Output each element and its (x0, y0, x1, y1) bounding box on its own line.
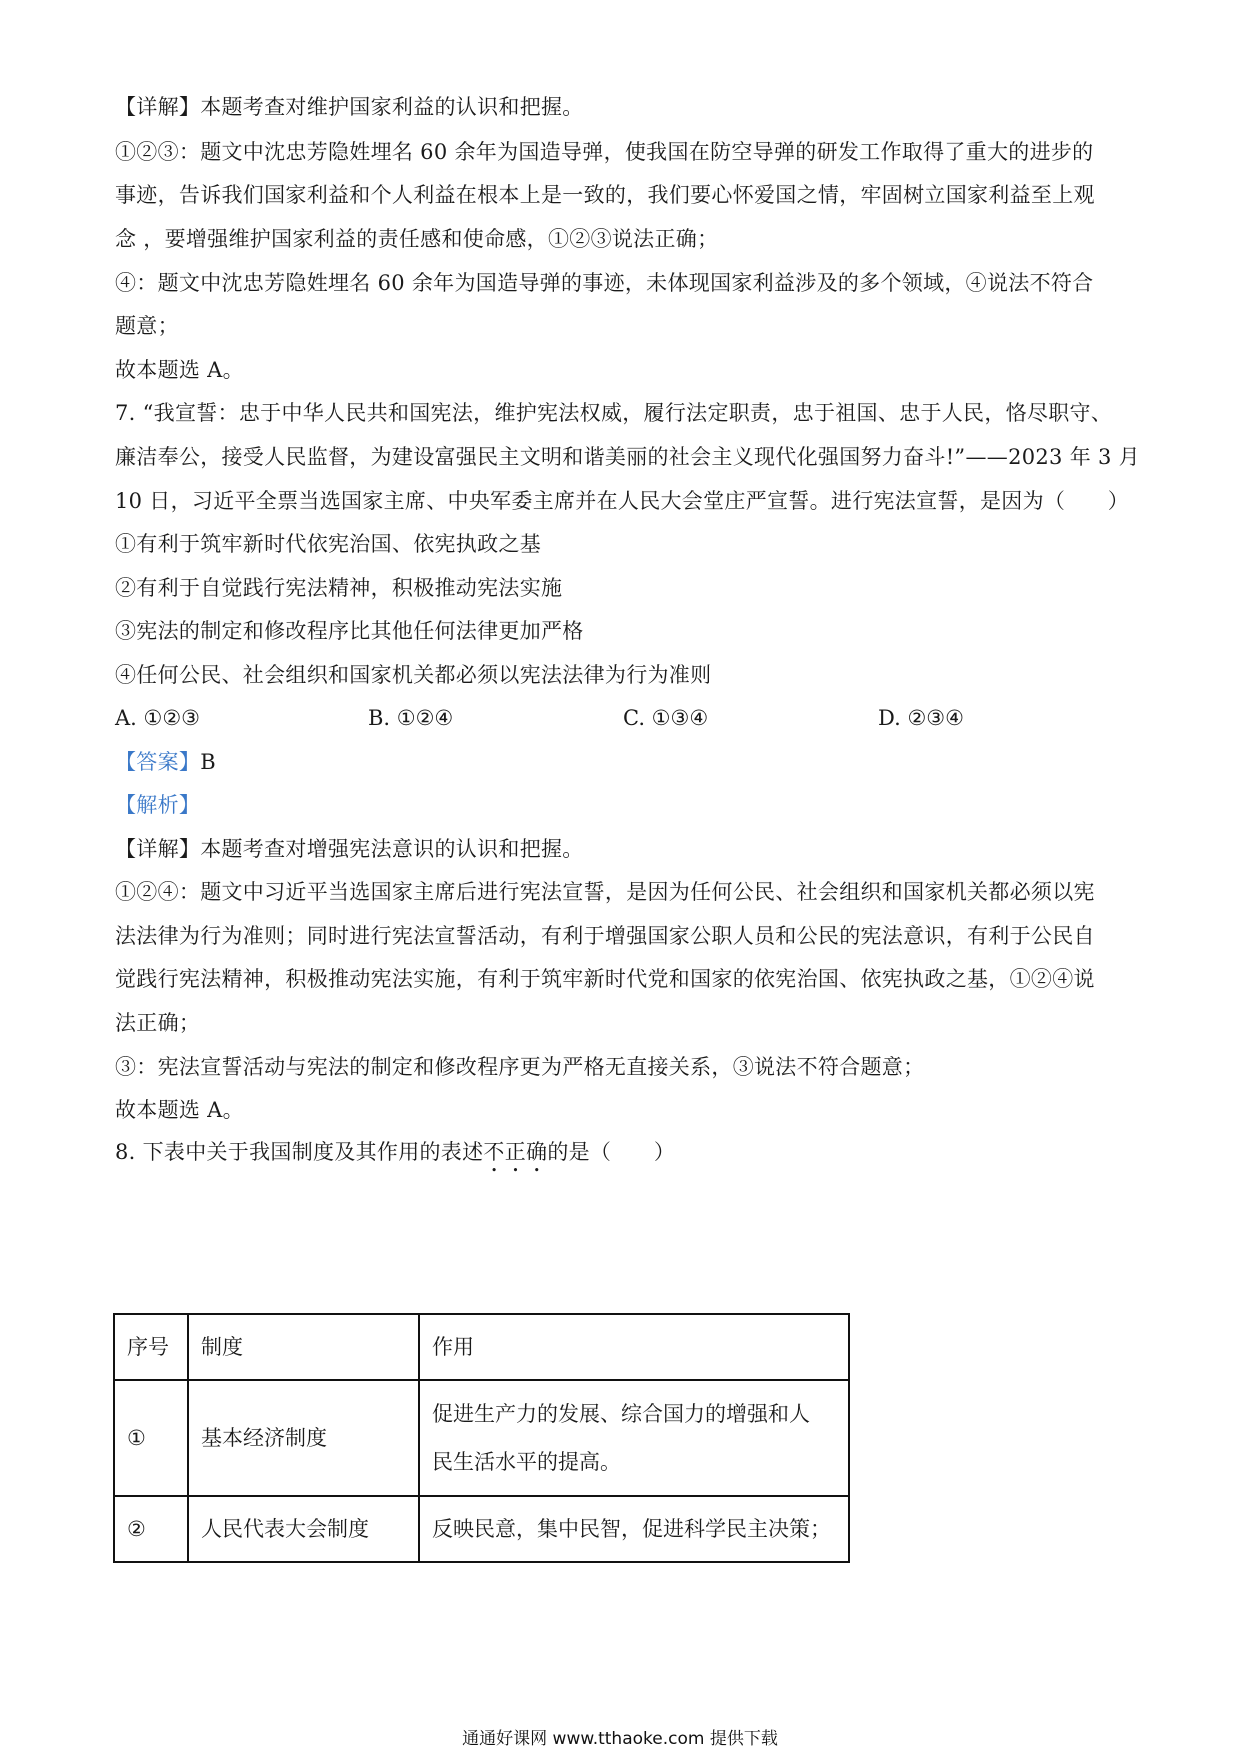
q6-paragraph-1-line-2: 事迹，告诉我们国家利益和个人利益在根本上是一致的，我们要心怀爱国之情，牢固树立国家利益至上观 (115, 183, 1095, 207)
institutions-table (113, 1313, 850, 1563)
header-function: 作用 (419, 1314, 849, 1380)
q6-paragraph-1-line-3: 念 ，要增强维护国家利益的责任感和使命感，①②③说法正确； (115, 227, 719, 251)
q7-statement-1: ①有利于筑牢新时代依宪治国、依宪执政之基 (115, 532, 541, 556)
row-function-line-2: 民生活水平的提高。 (432, 1450, 621, 1474)
q7-conclusion: 故本题选 A。 (115, 1098, 244, 1122)
q7-statement-4: ④任何公民、社会组织和国家机关都必须以宪法法律为行为准则 (115, 663, 712, 687)
q6-detail: 【详解】本题考查对维护国家利益的认识和把握。 (115, 95, 584, 119)
answer-label: 【答案】 (115, 750, 201, 774)
row-function (419, 1380, 849, 1496)
header-institution: 制度 (188, 1314, 419, 1380)
q7-paragraph-2: ③：宪法宣誓活动与宪法的制定和修改程序更为严格无直接关系，③说法不符合题意； (115, 1055, 925, 1079)
q8-stem-emphasis: 不正确 (483, 1140, 548, 1164)
q7-option-b: B. ①②④ (368, 706, 454, 730)
row-function: 反映民意，集中民智，促进科学民主决策； (419, 1496, 849, 1562)
footer-download-note: 通通好课网 www.tthaoke.com 提供下载 (462, 1729, 778, 1749)
q7-paragraph-1-line-2: 法法律为行为准则；同时进行宪法宣誓活动，有利于增强国家公职人员和公民的宪法意识，有利于公民自 (115, 924, 1095, 948)
q7-option-a: A. ①②③ (115, 706, 200, 730)
q8-stem-suffix: 的是（ ） (547, 1140, 676, 1164)
q7-stem-line-1: 7. “我宣誓：忠于中华人民共和国宪法，维护宪法权威，履行法定职责，忠于祖国、忠于人民，恪尽职守、 (115, 401, 1113, 425)
q8-stem-prefix: 8. 下表中关于我国制度及其作用的表述 (115, 1140, 484, 1164)
q6-paragraph-2-line-1: ④：题文中沈忠芳隐姓埋名 60 余年为国造导弹的事迹，未体现国家利益涉及的多个领域，④说法不符合 (115, 271, 1094, 295)
q7-stem-line-3: 10 日，习近平全票当选国家主席、中央军委主席并在人民大会堂庄严宣誓。进行宪法宣誓，是因为（ ） (115, 489, 1130, 513)
q7-paragraph-1-line-3: 觉践行宪法精神，积极推动宪法实施，有利于筑牢新时代党和国家的依宪治国、依宪执政之基，①②④说 (115, 967, 1095, 991)
row-function-line-1: 促进生产力的发展、综合国力的增强和人 (432, 1402, 810, 1426)
q7-option-d: D. ②③④ (878, 706, 964, 730)
table-row (114, 1380, 849, 1496)
row-number: ① (114, 1380, 188, 1496)
q6-conclusion: 故本题选 A。 (115, 358, 244, 382)
q7-paragraph-1-line-4: 法正确； (115, 1011, 201, 1035)
q7-stem-line-2: 廉洁奉公，接受人民监督，为建设富强民主文明和谐美丽的社会主义现代化强国努力奋斗!”——2023 年 3 月 (115, 445, 1140, 469)
table-row (114, 1496, 849, 1562)
answer-value: B (200, 750, 216, 774)
q6-paragraph-1-line-1: ①②③：题文中沈忠芳隐姓埋名 60 余年为国造导弹，使我国在防空导弹的研发工作取得了重大的进步的 (115, 140, 1094, 164)
q7-paragraph-1-line-1: ①②④：题文中习近平当选国家主席后进行宪法宣誓，是因为任何公民、社会组织和国家机关都必须以宪 (115, 880, 1095, 904)
q7-detail: 【详解】本题考查对增强宪法意识的认识和把握。 (115, 837, 584, 861)
q8-stem (115, 1137, 1135, 1177)
q6-paragraph-2-line-2: 题意； (115, 314, 179, 338)
row-institution: 人民代表大会制度 (188, 1496, 419, 1562)
q7-analysis-label: 【解析】 (115, 793, 201, 817)
q7-answer (115, 747, 1135, 777)
q7-statement-2: ②有利于自觉践行宪法精神，积极推动宪法实施 (115, 576, 563, 600)
row-institution: 基本经济制度 (188, 1380, 419, 1496)
table-header-row (114, 1314, 849, 1380)
q7-option-c: C. ①③④ (623, 706, 709, 730)
header-number: 序号 (114, 1314, 188, 1380)
q7-statement-3: ③宪法的制定和修改程序比其他任何法律更加严格 (115, 619, 584, 643)
row-number: ② (114, 1496, 188, 1562)
